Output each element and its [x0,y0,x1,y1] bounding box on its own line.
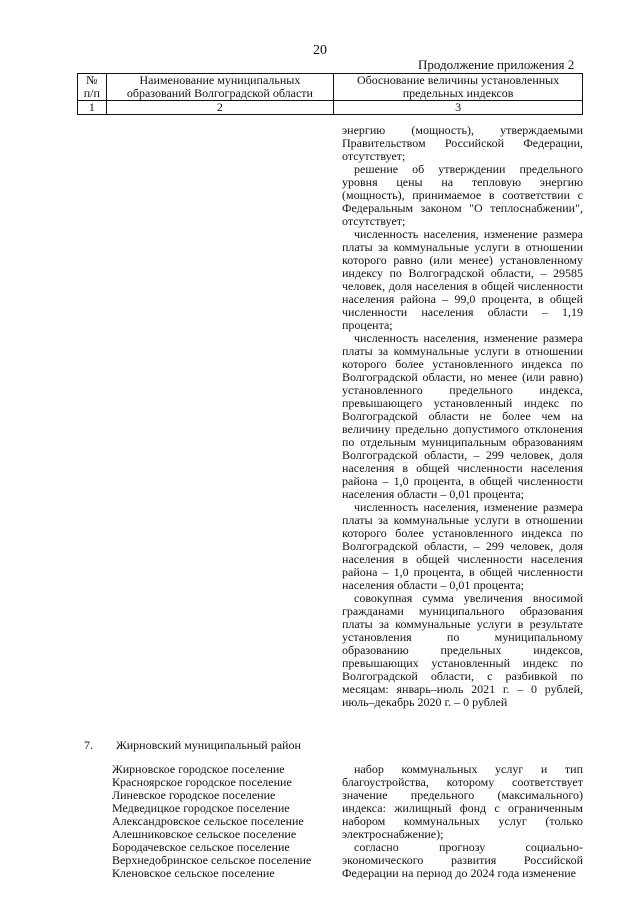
district-row-heading [84,738,301,752]
appendix-continuation-label: Продолжение приложения 2 [418,57,575,72]
justification-paragraph: решение об утверждении предельного уровня цены на тепловую энергию (мощность), принимаемое в соответствии с Федеральным законом "О теплоснабжении", отсутствует; [342,162,583,228]
settlement-item: Кленовское сельское поселение [112,866,275,880]
settlement-item: Алешниковское сельское поселение [112,827,297,841]
justification-paragraph: численность населения, изменение размера платы за коммунальные услуги в отношении которого более установленного индекса по Волгоградской области, – 299 человек, доля населения в общей численности населения района – 1,0 процента, в общей численности населения области – 0,01 процента; [342,500,583,592]
settlement-item: Бородачевское сельское поселение [112,840,290,854]
justification-paragraph: согласно прогнозу социально-экономического развития Российской Федерации на период до 2024 года изменение [342,840,583,880]
justification-paragraph: численность населения, изменение размера платы за коммунальные услуги в отношении которого более установленного индекса по Волгоградской области, но менее (или равно) установленного предельного индекса, превышающего установленный индекс по Волгоградской области не более чем на величину предельно допустимого отклонения по отдельным муниципальным образованиям Волгоградской области, – 299 человек, доля населения в общей численности населения района – 1,0 процента, в общей численности населения области – 0,01 процента; [342,331,583,501]
settlement-item: Верхнедобринское сельское поселение [112,853,312,867]
table-header-row [78,74,583,101]
justification-paragraph: набор коммунальных услуг и тип благоустройства, которому соответствует значение предельного (максимального) индекса: жилищный фонд с ограниченным набором коммунальных услуг (только электроснабжение); [342,762,583,841]
column-number-3: 3 [334,101,583,115]
column-number-2: 2 [106,101,333,115]
settlement-item: Александровское сельское поселение [112,814,304,828]
settlement-item: Жирновское городское поселение [112,762,285,776]
settlement-list [112,763,311,880]
page-number: 20 [313,43,327,58]
settlement-item: Красноярское городское поселение [112,775,292,789]
table-column-numbers-row [78,101,583,115]
justification-paragraph: численность населения, изменение размера платы за коммунальные услуги в отношении которого равно (или менее) установленному индексу по Волгоградской области, – 29585 человек, доля населения в общей численности населения района – 99,0 процента, в общей численности населения области – 1,19 процента; [342,227,583,332]
column-header-number: № п/п [78,74,107,101]
district-number: 7. [84,738,93,752]
justification-paragraph: энергию (мощность), утверждаемыми Правительством Российской Федерации, отсутствует; [342,123,583,163]
settlement-item: Линевское городское поселение [112,788,276,802]
column-header-justification: Обоснование величины установленных предельных индексов [334,74,583,101]
justification-block-zhirnovsky [342,763,583,880]
table-header [77,73,583,115]
justification-paragraph: совокупная сумма увеличения вносимой гражданами муниципального образования платы за коммунальные услуги в результате установления по муниципальному образованию предельных индексов, превышающих установленный индекс по Волгоградской области, с разбивкой по месяцам: январь–июль 2021 г. – 0 рублей, июль–декабрь 2020 г. – 0 рублей [342,591,583,709]
column-header-municipality: Наименование муниципальных образований Волгоградской области [106,74,333,101]
district-name: Жирновский муниципальный район [116,738,301,752]
column-number-1: 1 [78,101,107,115]
justification-block-previous-district [342,124,583,709]
settlement-item: Медведицкое городское поселение [112,801,290,815]
